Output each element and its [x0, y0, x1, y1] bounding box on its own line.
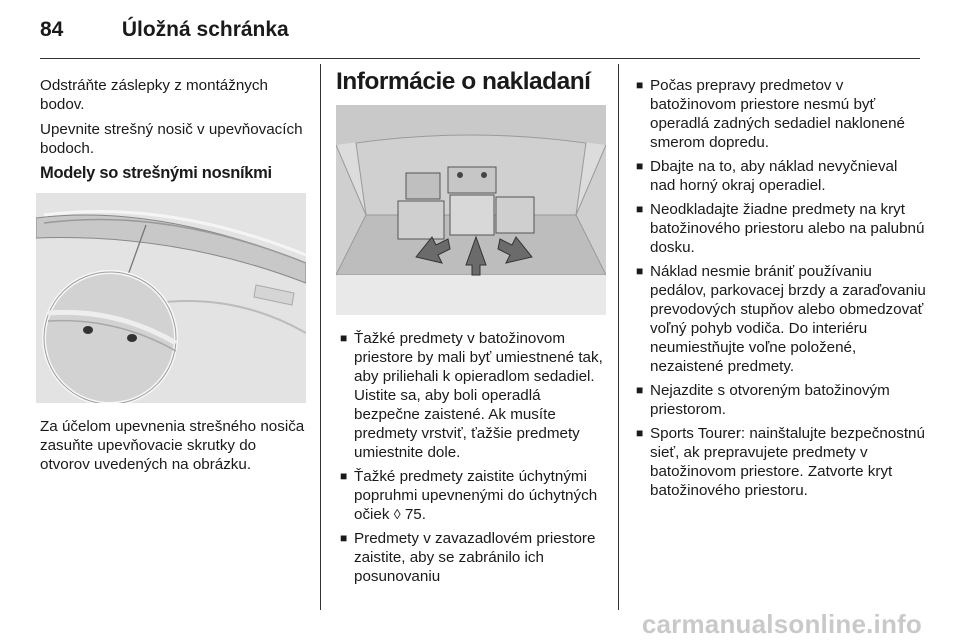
column-divider-2	[618, 64, 619, 610]
bullet-icon: ■	[340, 469, 348, 483]
paragraph-remove-caps: Odstráňte záslepky z montážnych bodov.	[40, 77, 268, 113]
page-header	[40, 18, 289, 42]
column-2	[336, 68, 605, 591]
list-item	[340, 467, 605, 524]
list-item	[636, 76, 926, 152]
list-item-text: Ťažké predmety zaistite úchytnými popruhmi upevnenými do úchytných očiek	[354, 468, 598, 523]
list-item	[340, 329, 605, 462]
bullet-icon: ■	[636, 264, 644, 278]
paragraph-mount-rack: Upevnite strešný nosič v upevňovacích bodoch.	[40, 121, 303, 157]
list-item	[636, 424, 926, 500]
bullet-icon: ■	[340, 331, 348, 345]
bullet-icon: ■	[636, 426, 644, 440]
loading-info-heading: Informácie o nakladaní	[336, 68, 591, 95]
column-1	[40, 76, 305, 480]
header-rule	[40, 58, 920, 59]
bullet-icon: ■	[636, 202, 644, 216]
list-item	[636, 157, 926, 195]
list-item-text: Neodkladajte žiadne predmety na kryt batožinového priestoru alebo na palubnú dosku.	[650, 201, 925, 256]
list-item	[636, 200, 926, 257]
list-item	[340, 529, 605, 586]
watermark: carmanualsonline.info	[641, 609, 922, 639]
page-reference-number[interactable]: 75.	[400, 506, 426, 523]
list-item-text: Ťažké predmety v batožinovom priestore by mali byť umiestnené tak, aby priliehali k opieradlom sedadiel. Uistite sa, aby boli operadlá bezpečne zaistené. Ak musíte predmety vrstviť, ťažšie predmety umiestnite dole.	[354, 330, 603, 461]
bullet-icon: ■	[340, 531, 348, 545]
bullet-icon: ■	[636, 78, 644, 92]
list-item-text: Predmety v zavazadlovém priestore zaistite, aby se zabránilo ich posunovaniu	[354, 530, 596, 585]
roof-rails-heading: Modely so strešnými nosníkmi	[40, 164, 272, 182]
loading-list-col3	[636, 76, 926, 500]
roof-mount-illustration	[36, 193, 306, 403]
luggage-compartment-illustration	[336, 105, 606, 315]
loading-list-col2	[340, 329, 605, 586]
paragraph-insert-bolts: Za účelom upevnenia strešného nosiča zasuňte upevňovacie skrutky do otvorov uvedených na obrázku.	[40, 418, 305, 473]
section-title: Úložná schránka	[121, 18, 289, 41]
list-item-text: Dbajte na to, aby náklad nevyčnieval nad horný okraj operadiel.	[650, 158, 898, 194]
bullet-icon: ■	[636, 383, 644, 397]
list-item	[636, 381, 926, 419]
page-number: 84	[40, 18, 64, 41]
column-divider-1	[320, 64, 321, 610]
page-reference-arrow-icon: ◊	[393, 506, 401, 522]
list-item-text: Počas prepravy predmetov v batožinovom priestore nesmú byť operadlá zadných sedadiel naklonené smerom dopredu.	[650, 77, 906, 151]
column-3	[636, 76, 926, 505]
list-item-text: Sports Tourer: nainštalujte bezpečnostnú sieť, ak prepravujete predmety v batožinovom priestore. Zatvorte kryt batožinového priestoru.	[650, 425, 925, 499]
list-item	[636, 262, 926, 376]
bullet-icon: ■	[636, 159, 644, 173]
list-item-text: Nejazdite s otvoreným batožinovým priestorom.	[650, 382, 890, 418]
list-item-text: Náklad nesmie brániť používaniu pedálov, parkovacej brzdy a zaraďovaniu prevodových stupňov alebo obmedzovať voľný pohyb vodiča. Do interiéru neumiestňujte voľne položené, nezaistené predmety.	[650, 263, 926, 375]
